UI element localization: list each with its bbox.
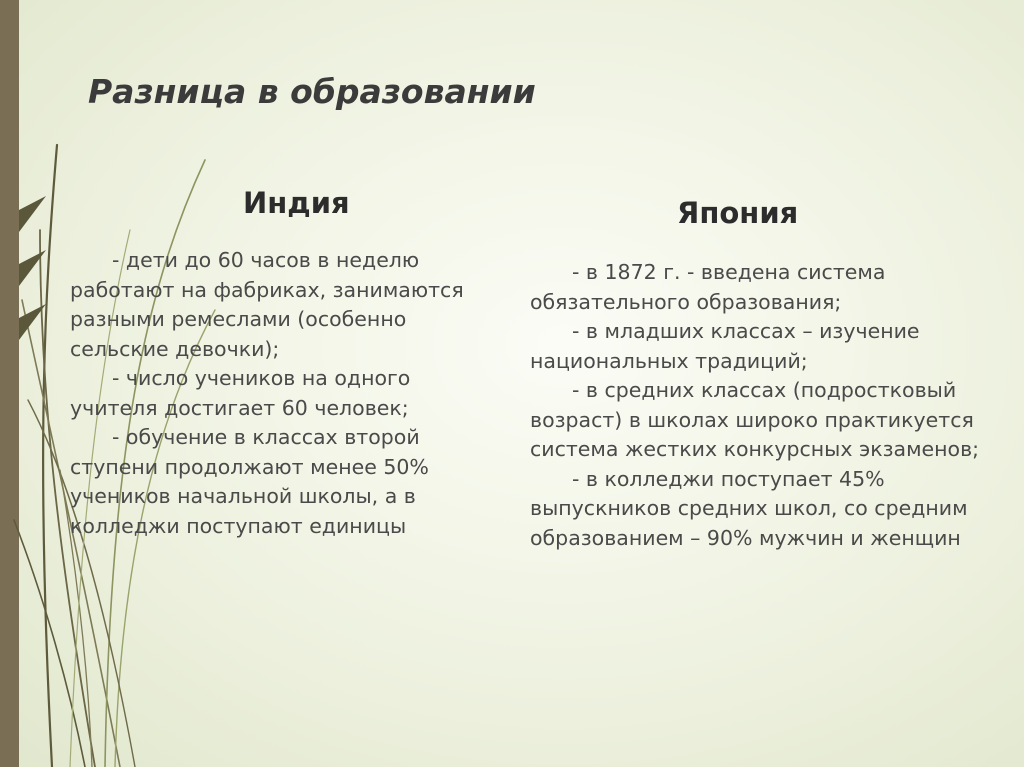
japan-point: - в 1872 г. - введена система обязательного образования; <box>530 260 886 314</box>
india-heading: Индия <box>243 186 350 220</box>
japan-heading: Япония <box>677 196 799 230</box>
india-point: - число учеников на одного учителя достигает 60 человек; <box>70 366 411 420</box>
japan-points <box>530 258 1010 553</box>
japan-point: - в средних классах (подростковый возраст) в школах широко практикуется система жестких конкурсных экзаменов; <box>530 378 980 461</box>
india-points <box>70 246 500 541</box>
india-point: - обучение в классах второй ступени продолжают менее 50% учеников начальной школы, а в колледжи поступают единицы <box>70 425 429 538</box>
japan-point: - в младших классах – изучение национальных традиций; <box>530 319 920 373</box>
japan-point: - в колледжи поступает 45% выпускников средних школ, со средним образованием – 90% мужчин и женщин <box>530 466 968 550</box>
india-point: - дети до 60 часов в неделю работают на фабриках, занимаются разными ремеслами (особенно сельские девочки); <box>70 248 464 361</box>
slide-title: Разница в образовании <box>88 72 536 111</box>
